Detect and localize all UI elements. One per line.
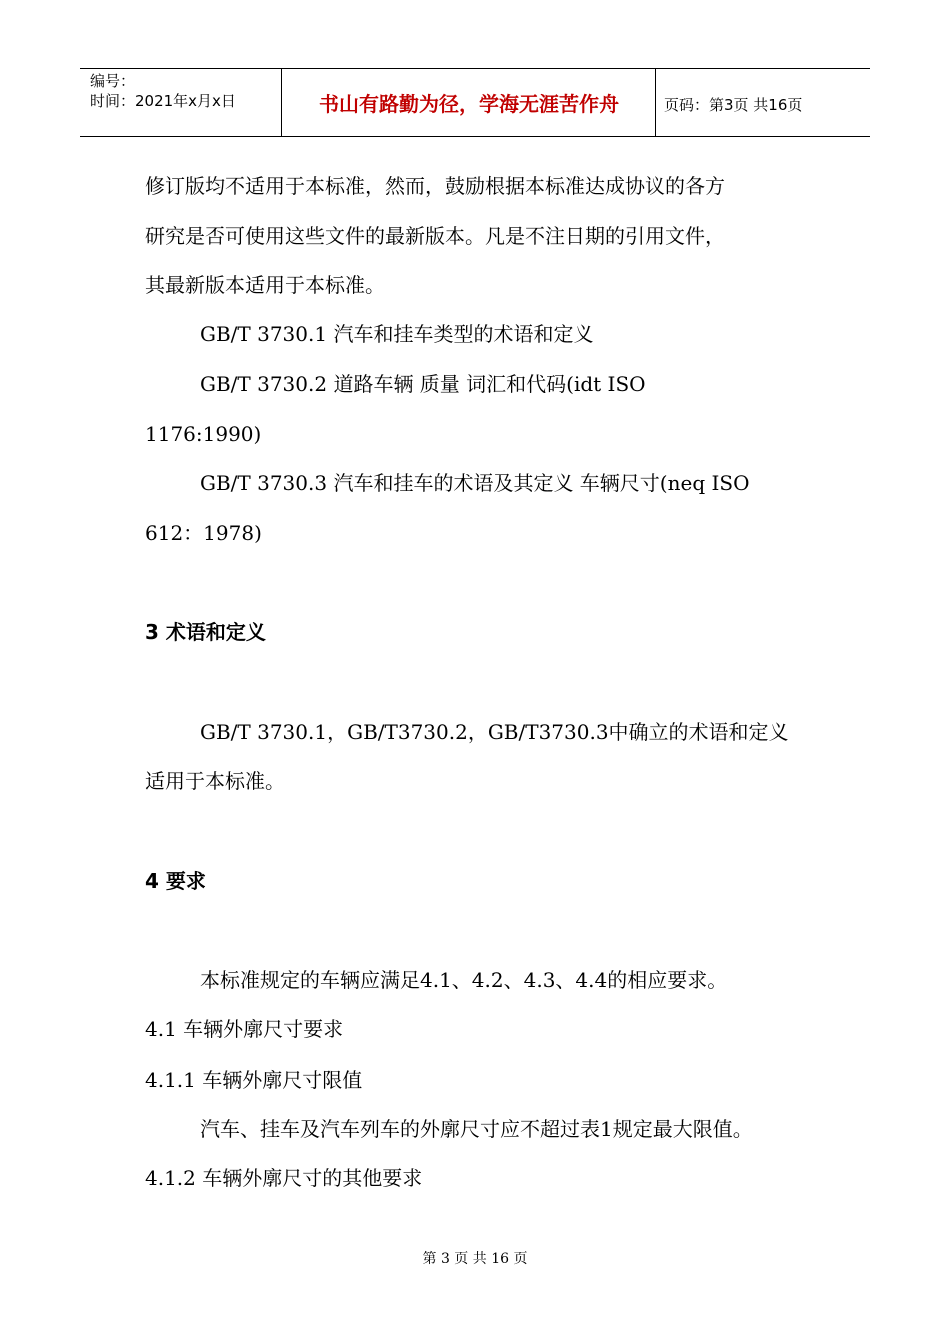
body-line: 本标准规定的车辆应满足4.1、4.2、4.3、4.4的相应要求。 xyxy=(200,968,728,992)
body-line: 其最新版本适用于本标准。 xyxy=(145,273,385,297)
header-divider-left xyxy=(281,68,282,136)
reference-item-cont: 1176:1990) xyxy=(145,422,262,446)
header-motto: 书山有路勤为径，学海无涯苦作舟 xyxy=(319,92,619,116)
page-footer: 第 3 页 共 16 页 xyxy=(422,1251,528,1267)
page-info: 页码：第3页 共16页 xyxy=(664,96,803,114)
date-label: 时间：2021年x月x日 xyxy=(90,92,236,110)
serial-label: 编号： xyxy=(90,72,136,90)
body-line: 研究是否可使用这些文件的最新版本。凡是不注日期的引用文件， xyxy=(145,224,725,248)
reference-item: GB/T 3730.3 汽车和挂车的术语及其定义 车辆尺寸(neq ISO xyxy=(200,471,750,495)
body-line: 适用于本标准。 xyxy=(145,769,285,793)
header-bottom-border xyxy=(80,136,870,137)
reference-item: GB/T 3730.2 道路车辆 质量 词汇和代码(idt ISO xyxy=(200,372,646,396)
reference-item-cont: 612：1978) xyxy=(145,521,262,545)
subsection-heading: 4.1.2 车辆外廓尺寸的其他要求 xyxy=(145,1166,423,1190)
header-top-border xyxy=(80,68,870,69)
section-heading-4: 4 要求 xyxy=(145,869,206,893)
reference-item: GB/T 3730.1 汽车和挂车类型的术语和定义 xyxy=(200,322,594,346)
header-divider-right xyxy=(655,68,656,136)
body-line: 汽车、挂车及汽车列车的外廓尺寸应不超过表1规定最大限值。 xyxy=(200,1117,753,1141)
body-line: GB/T 3730.1，GB/T3730.2，GB/T3730.3中确立的术语和定义 xyxy=(200,720,789,744)
section-heading-3: 3 术语和定义 xyxy=(145,620,266,644)
subsection-heading: 4.1.1 车辆外廓尺寸限值 xyxy=(145,1068,363,1092)
subsection-heading: 4.1 车辆外廓尺寸要求 xyxy=(145,1017,344,1041)
body-line: 修订版均不适用于本标准，然而，鼓励根据本标准达成协议的各方 xyxy=(145,174,725,198)
